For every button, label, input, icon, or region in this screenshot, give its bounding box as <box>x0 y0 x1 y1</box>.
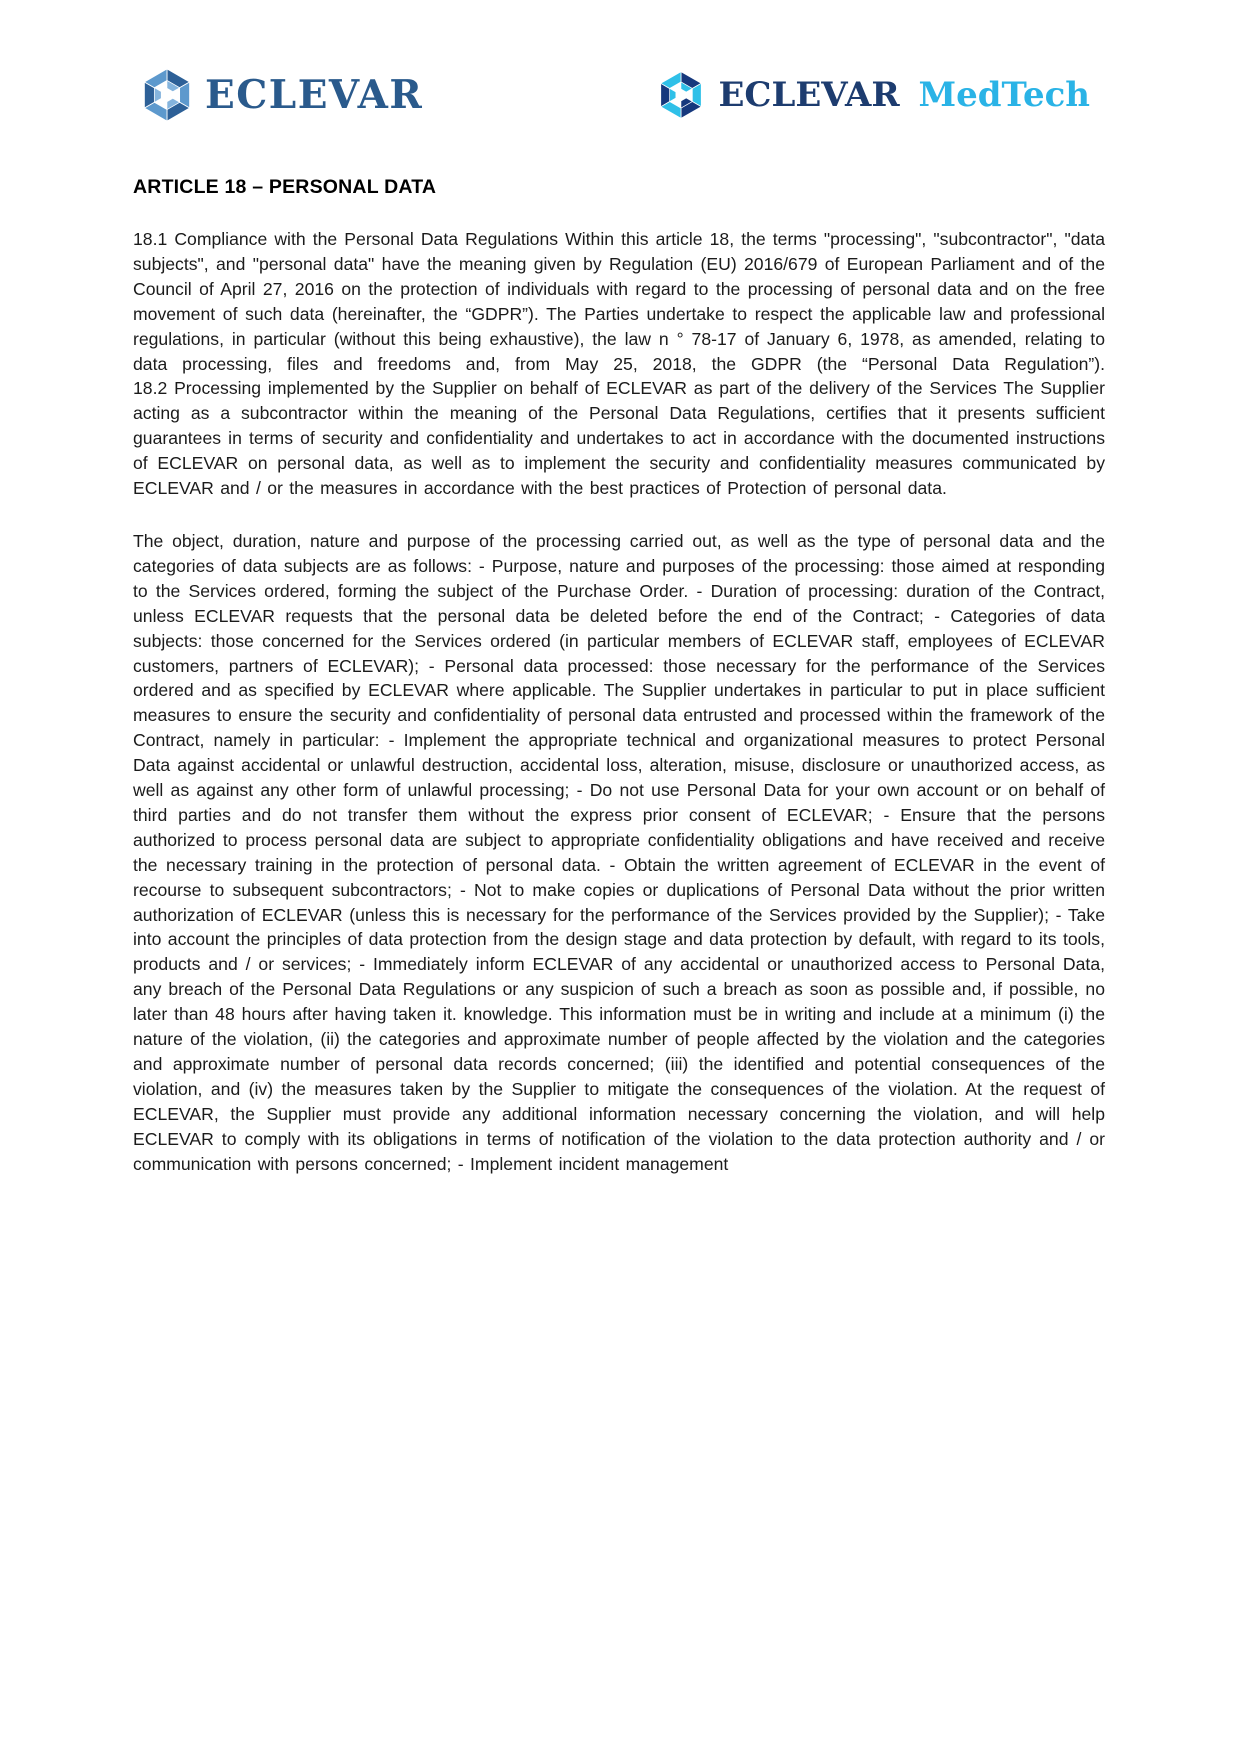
eclevar-hexagon-knot-icon <box>138 66 196 124</box>
processing-details-text: The object, duration, nature and purpose of the processing carried out, as well as the type of personal data and the categories of data subjects are as follows: - Purpose, nature and purposes of the processing: those aimed at responding to the Services ordered, forming the subject of the Purchase Order. - Duration of processing: duration of the Contract, unless ECLEVAR requests that the personal data be deleted before the end of the Contract; - Categories of data subjects: those concerned for the Services ordered (in particular members of ECLEVAR staff, employees of ECLEVAR customers, partners of ECLEVAR); - Personal data processed: those necessary for the performance of the Services ordered and as specified by ECLEVAR where applicable. The Supplier undertakes in particular to put in place sufficient measures to ensure the security and confidentiality of personal data entrusted and processed within the framework of the Contract, namely in particular: - Implement the appropriate technical and organizational measures to protect Personal Data against accidental or unlawful destruction, accidental loss, alteration, misuse, disclosure or unauthorized access, as well as against any other form of unlawful processing; - Do not use Personal Data for your own account or on behalf of third parties and do not transfer them without the express prior consent of ECLEVAR; - Ensure that the persons authorized to process personal data are subject to appropriate confidentiality obligations and have received and receive the necessary training in the protection of personal data. - Obtain the written agreement of ECLEVAR in the event of recourse to subsequent subcontractors; - Not to make copies or duplications of Personal Data without the prior written authorization of ECLEVAR (unless this is necessary for the performance of the Services provided by the Supplier); - Take into account the principles of data protection from the design stage and data protection by default, with regard to its tools, products and / or services; - Immediately inform ECLEVAR of any accidental or unauthorized access to Personal Data, any breach of the Personal Data Regulations or any suspicion of such a breach as soon as possible and, if possible, no later than 48 hours after having taken it. knowledge. This information must be in writing and include at a minimum (i) the nature of the violation, (ii) the categories and approximate number of people affected by the violation and the categories and approximate number of personal data records concerned; (iii) the identified and potential consequences of the violation, and (iv) the measures taken by the Supplier to mitigate the consequences of the violation. At the request of ECLEVAR, the Supplier must provide any additional information necessary concerning the violation, and will help ECLEVAR to comply with its obligations in terms of notification of the violation to the data protection authority and / or communication with persons concerned; - Implement incident management <box>133 530 1105 1174</box>
page-header <box>0 0 1240 124</box>
eclevar-wordmark: ECLEVAR <box>205 71 424 118</box>
medtech-wordmark-brand: ECLEVAR <box>718 75 900 115</box>
medtech-wordmark-suffix: MedTech <box>918 75 1090 115</box>
article-title: ARTICLE 18 – PERSONAL DATA <box>133 176 437 198</box>
eclevar-medtech-wordmark <box>718 75 1090 115</box>
eclevar-logo <box>138 66 423 124</box>
eclevar-medtech-logo <box>655 69 1090 121</box>
processing-details-paragraph <box>133 529 1105 1177</box>
clause-18-2-text: 18.2 Processing implemented by the Supplier on behalf of ECLEVAR as part of the delivery of the Services The Supplier acting as a subcontractor within the meaning of the Personal Data Regulations, certifies that it presents sufficient guarantees in terms of security and confidentiality and undertakes to act in accordance with the documented instructions of ECLEVAR on personal data, as well as to implement the security and confidentiality measures communicated by ECLEVAR and / or the measures in accordance with the best practices of Protection of personal data. <box>133 378 1105 499</box>
clause-18-1-text: 18.1 Compliance with the Personal Data Regulations Within this article 18, the terms "processing", "subcontractor", "data subjects", and "personal data" have the meaning given by Regulation (EU) 2016/679 of European Parliament and of the Council of April 27, 2016 on the protection of individuals with regard to the processing of personal data and on the free movement of such data (hereinafter, the “GDPR”). The Parties undertake to respect the applicable law and professional regulations, in particular (without this being exhaustive), the law n ° 78-17 of January 6, 1978, as amended, relating to data processing, files and freedoms and, from May 25, 2018, the GDPR (the “Personal Data Regulation”). <box>133 229 1105 374</box>
clause-18-paragraph <box>133 227 1105 501</box>
eclevar-medtech-hexagon-knot-icon <box>655 69 707 121</box>
document-body <box>133 176 1105 1177</box>
